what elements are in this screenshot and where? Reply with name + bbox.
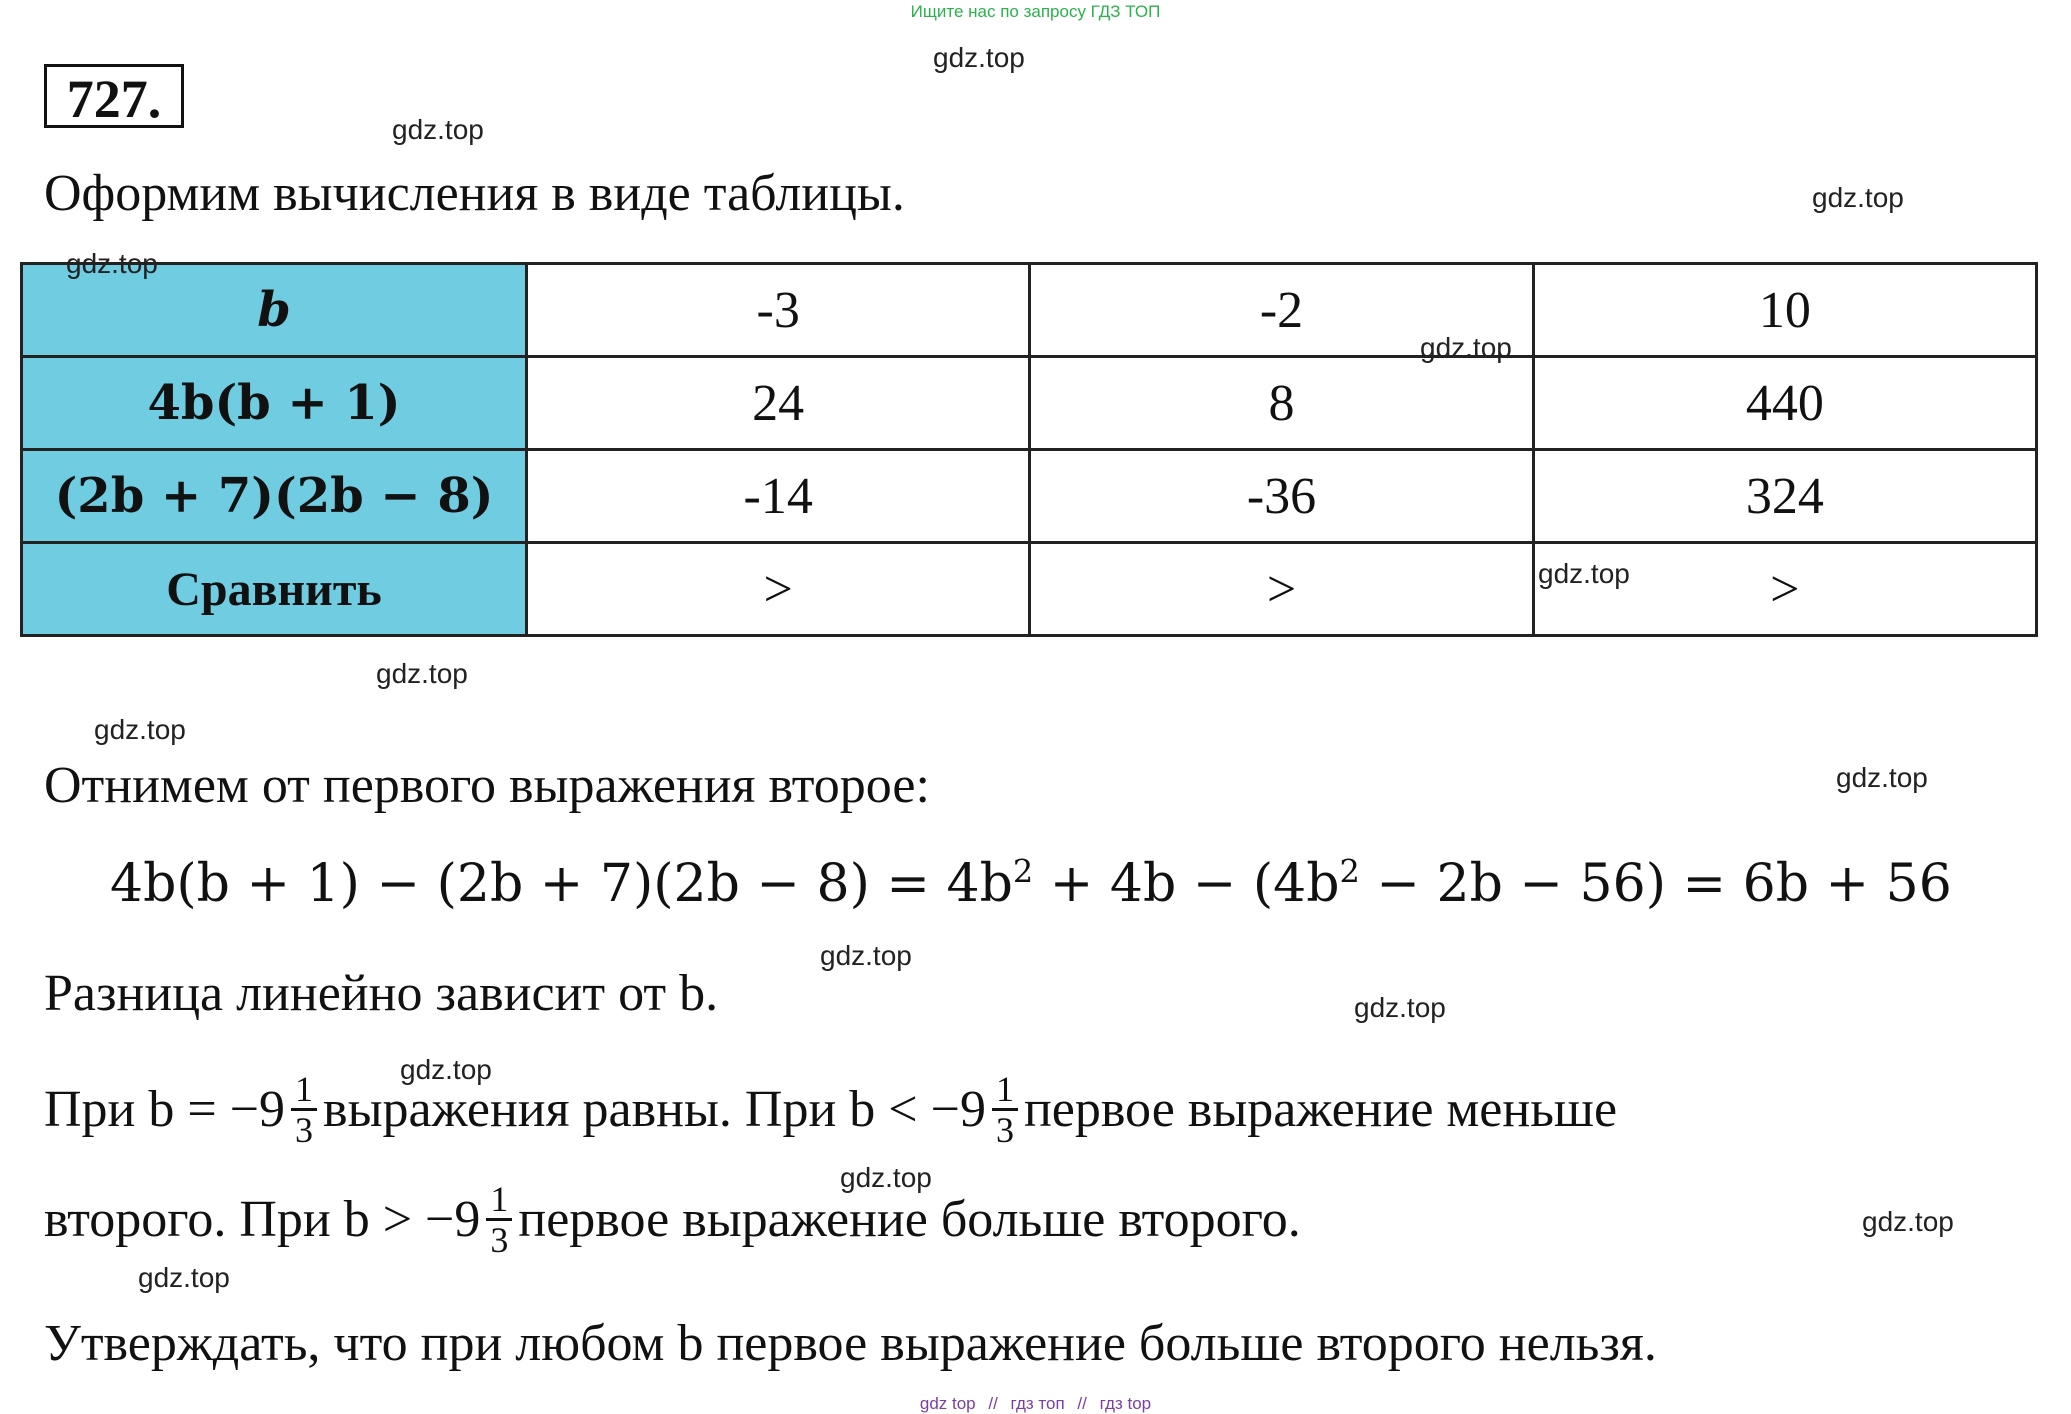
row-head-expr1: 4b(b + 1): [22, 357, 527, 450]
table-cell: >: [527, 543, 1030, 636]
bottom-banner-item: гдз top: [1099, 1394, 1152, 1413]
line1-c: первое выражение меньше: [1023, 1081, 1618, 1138]
table-cell: -2: [1030, 264, 1533, 357]
fraction-den: 3: [490, 1220, 509, 1260]
fraction-den: 3: [995, 1110, 1014, 1150]
formula-part2: + 4b − (4b: [1033, 854, 1340, 914]
line1-a: При b = −9: [44, 1081, 286, 1138]
bottom-banner-item: гдз топ: [1010, 1394, 1065, 1413]
table-row: [22, 264, 2037, 357]
conclusion-text: Утверждать, что при любом b первое выражение больше второго нельзя.: [44, 1315, 1657, 1372]
line1-b: выражения равны. При b < −9: [323, 1081, 986, 1138]
table-cell: 8: [1030, 357, 1533, 450]
watermark: gdz.top: [820, 940, 912, 971]
line2-a: второго. При b > −9: [44, 1191, 481, 1248]
fraction: [291, 1070, 317, 1149]
table-row: [22, 450, 2037, 543]
intro-text: Оформим вычисления в виде таблицы.: [44, 165, 905, 222]
watermark: gdz.top: [376, 658, 468, 689]
row-head-expr2: (2b + 7)(2b − 8): [22, 450, 527, 543]
line-1: [44, 1070, 1617, 1149]
table-cell: >: [1533, 543, 2036, 636]
watermark: gdz.top: [1420, 332, 1512, 363]
table-cell: 10: [1533, 264, 2036, 357]
bottom-banner: [0, 1394, 2071, 1414]
watermark: gdz.top: [400, 1054, 492, 1085]
bottom-banner-sep: //: [1077, 1394, 1087, 1413]
table-cell: 440: [1533, 357, 2036, 450]
formula-part1: 4b(b + 1) − (2b + 7)(2b − 8) = 4b: [110, 854, 1013, 914]
table-cell: 324: [1533, 450, 2036, 543]
formula-exp1: 2: [1012, 852, 1034, 891]
table-row: [22, 543, 2037, 636]
subtract-text: Отнимем от первого выражения второе:: [44, 757, 930, 814]
formula-part3: − 2b − 56) = 6b + 56: [1359, 854, 1952, 914]
fraction-num: 1: [291, 1070, 317, 1111]
formula-exp2: 2: [1339, 852, 1360, 891]
main-formula: [110, 854, 1952, 914]
fraction: [992, 1070, 1018, 1149]
table-row: [22, 357, 2037, 450]
table-cell: -3: [527, 264, 1030, 357]
table-cell: >: [1030, 543, 1533, 636]
watermark: gdz.top: [1538, 558, 1630, 589]
fraction-num: 1: [992, 1070, 1018, 1111]
watermark: gdz.top: [94, 714, 186, 745]
watermark: gdz.top: [840, 1162, 932, 1193]
watermark: gdz.top: [1354, 992, 1446, 1023]
table-cell: -14: [527, 450, 1030, 543]
fraction: [486, 1180, 512, 1259]
watermark: gdz.top: [1862, 1206, 1954, 1237]
watermark: gdz.top: [66, 248, 158, 279]
calc-table: [20, 262, 2038, 637]
top-banner: Ищите нас по запросу ГДЗ ТОП: [910, 2, 1161, 21]
watermark: gdz.top: [1812, 182, 1904, 213]
linear-text: Разница линейно зависит от b.: [44, 965, 719, 1022]
watermark: gdz.top: [1836, 762, 1928, 793]
row-head-compare: Сравнить: [22, 543, 527, 636]
fraction-den: 3: [295, 1110, 314, 1150]
row-head-b: b: [22, 264, 527, 357]
table-cell: -36: [1030, 450, 1533, 543]
fraction-num: 1: [486, 1180, 512, 1221]
bottom-banner-sep: //: [988, 1394, 998, 1413]
line-2: [44, 1180, 1301, 1259]
problem-number: 727.: [44, 64, 184, 128]
bottom-banner-item: gdz top: [919, 1394, 976, 1413]
watermark: gdz.top: [138, 1262, 230, 1293]
watermark: gdz.top: [392, 114, 484, 145]
watermark: gdz.top: [933, 42, 1025, 73]
line2-b: первое выражение больше второго.: [518, 1191, 1301, 1248]
table-cell: 24: [527, 357, 1030, 450]
